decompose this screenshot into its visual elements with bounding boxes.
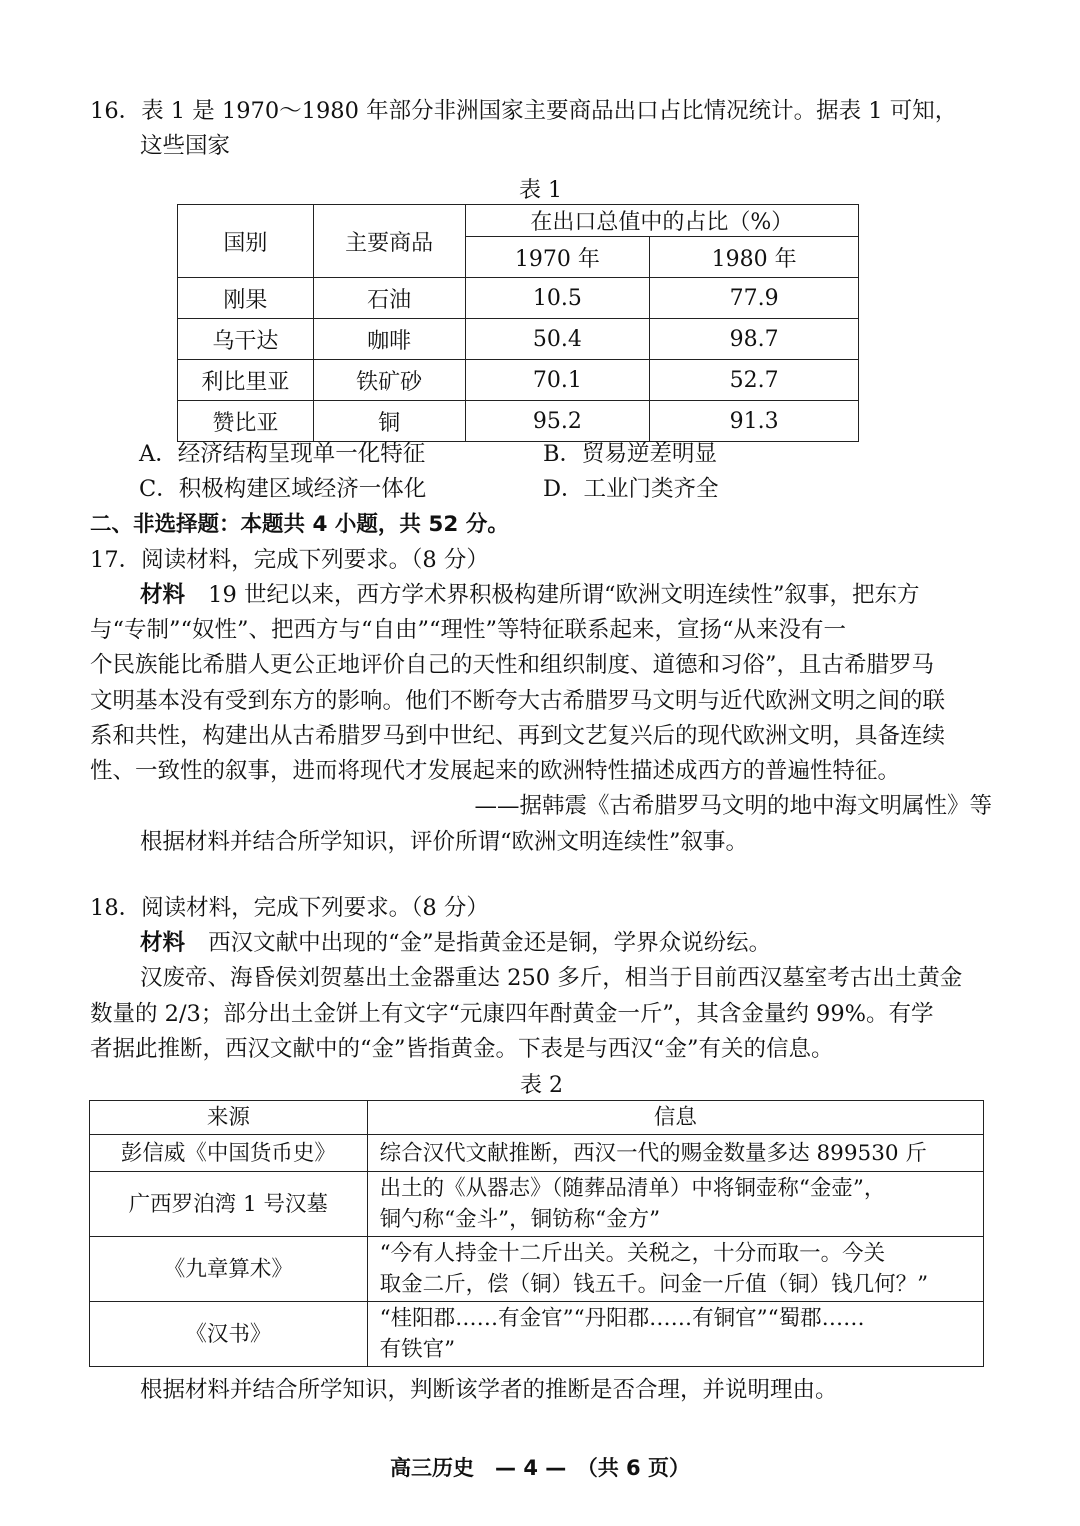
cell-1970: 95.2: [465, 401, 650, 442]
table2-caption: 表 2: [520, 1073, 563, 1098]
cell-country: 刚果: [178, 278, 314, 319]
q18-material-intro: [140, 928, 771, 958]
q17-material-text: 19 世纪以来，西方学术界积极构建所谓“欧洲文明连续性”叙事，把东方: [208, 582, 920, 608]
header-source: 来源: [90, 1101, 368, 1135]
header-info: 信息: [367, 1101, 983, 1135]
section-heading: 二、非选择题：本题共 4 小题，共 52 分。: [90, 512, 509, 537]
q18-question: 根据材料并结合所学知识，判断该学者的推断是否合理，并说明理由。: [140, 1377, 838, 1403]
q17-material-line1: [140, 580, 919, 610]
q16-stem-line2: 这些国家: [140, 133, 231, 159]
cell-1980: 98.7: [650, 319, 859, 360]
cell-commodity: 咖啡: [313, 319, 465, 360]
cell-1970: 50.4: [465, 319, 650, 360]
header-share: 在出口总值中的占比（%）: [465, 205, 858, 237]
cell-1980: 52.7: [650, 360, 859, 401]
q18-material-line3: 者据此推断，西汉文献中的“金”皆指黄金。下表是与西汉“金”有关的信息。: [90, 1036, 834, 1062]
cell-info-line1: “桂阳郡……有金官”“丹阳郡……有铜官”“蜀郡……: [379, 1306, 865, 1331]
cell-source: 《汉书》: [90, 1302, 368, 1367]
q18-title: 18．阅读材料，完成下列要求。（8 分）: [90, 895, 489, 921]
cell-info-line2: 铜勺称“金斗”，铜钫称“金方”: [379, 1207, 661, 1232]
header-1980: 1980 年: [650, 237, 859, 278]
option-b: B．贸易逆差明显: [543, 441, 718, 467]
header-commodity: 主要商品: [313, 205, 465, 278]
table-row: [178, 360, 859, 401]
cell-country: 利比里亚: [178, 360, 314, 401]
table-row: [90, 1135, 984, 1172]
q18-material-line1: 汉废帝、海昏侯刘贺墓出土金器重达 250 多斤，相当于目前西汉墓室考古出土黄金: [140, 965, 963, 991]
option-d: D．工业门类齐全: [543, 476, 719, 502]
cell-commodity: 石油: [313, 278, 465, 319]
cell-country: 乌干达: [178, 319, 314, 360]
q18-material-text: 西汉文献中出现的“金”是指黄金还是铜，学界众说纷纭。: [208, 930, 772, 956]
cell-info-line1: “今有人持金十二斤出关。关税之，十分而取一。今关: [379, 1241, 886, 1266]
q17-material-line6: 性、一致性的叙事，进而将现代才发展起来的欧洲特性描述成西方的普遍性特征。: [90, 758, 901, 784]
table-row: [178, 401, 859, 442]
table-2: [89, 1100, 984, 1367]
cell-source: 彭信威《中国货币史》: [90, 1135, 368, 1172]
table-row: [178, 278, 859, 319]
cell-1970: 10.5: [465, 278, 650, 319]
cell-country: 赞比亚: [178, 401, 314, 442]
q17-material-line5: 系和共性，构建出从古希腊罗马到中世纪、再到文艺复兴后的现代欧洲文明，具备连续: [90, 723, 946, 749]
cell-info: [367, 1135, 983, 1172]
cell-commodity: 铜: [313, 401, 465, 442]
cell-info-line2: 取金二斤，偿（铜）钱五千。问金一斤值（铜）钱几何？”: [379, 1272, 929, 1297]
q17-material-label: 材料: [140, 582, 186, 608]
cell-source: 《九章算术》: [90, 1237, 368, 1302]
cell-commodity: 铁矿砂: [313, 360, 465, 401]
cell-info: [367, 1172, 983, 1237]
option-a: A．经济结构呈现单一化特征: [139, 441, 426, 467]
q17-material-line3: 个民族能比希腊人更公正地评价自己的天性和组织制度、道德和习俗”，且古希腊罗马: [90, 652, 935, 678]
cell-1980: 77.9: [650, 278, 859, 319]
q16-stem-line1: 16．表 1 是 1970～1980 年部分非洲国家主要商品出口占比情况统计。据表 1 可知，: [90, 98, 958, 124]
q17-material-line2: 与“专制”“奴性”、把西方与“自由”“理性”等特征联系起来，宣扬“从来没有一: [90, 617, 847, 643]
table-row: [178, 319, 859, 360]
cell-info-line1: 出土的《从器志》（随葬品清单）中将铜壶称“金壶”，: [379, 1176, 886, 1201]
option-c: C．积极构建区域经济一体化: [139, 476, 427, 502]
q18-material-label: 材料: [140, 930, 186, 956]
q18-material-line2: 数量的 2/3；部分出土金饼上有文字“元康四年酎黄金一斤”，其含金量约 99%。有学: [90, 1001, 934, 1027]
cell-info: [367, 1237, 983, 1302]
cell-info-line1: 综合汉代文献推断，西汉一代的赐金数量多达 899530 斤: [379, 1140, 927, 1166]
table1-caption: 表 1: [519, 178, 562, 203]
q17-title: 17．阅读材料，完成下列要求。（8 分）: [90, 547, 489, 573]
cell-info-line2: 有铁官”: [379, 1337, 456, 1362]
header-1970: 1970 年: [465, 237, 650, 278]
q17-question: 根据材料并结合所学知识，评价所谓“欧洲文明连续性”叙事。: [140, 829, 749, 855]
table-row: [90, 1302, 984, 1367]
q17-citation: ——据韩震《古希腊罗马文明的地中海文明属性》等: [474, 793, 992, 819]
table-row: [90, 1237, 984, 1302]
cell-info: [367, 1302, 983, 1367]
cell-1980: 91.3: [650, 401, 859, 442]
table-1: [177, 204, 859, 442]
table-row: [90, 1172, 984, 1237]
cell-source: 广西罗泊湾 1 号汉墓: [90, 1172, 368, 1237]
header-country: 国别: [178, 205, 314, 278]
q17-material-line4: 文明基本没有受到东方的影响。他们不断夸大古希腊罗马文明与近代欧洲文明之间的联: [90, 688, 946, 714]
page-footer: 高三历史 — 4 — （共 6 页）: [390, 1456, 690, 1480]
cell-1970: 70.1: [465, 360, 650, 401]
